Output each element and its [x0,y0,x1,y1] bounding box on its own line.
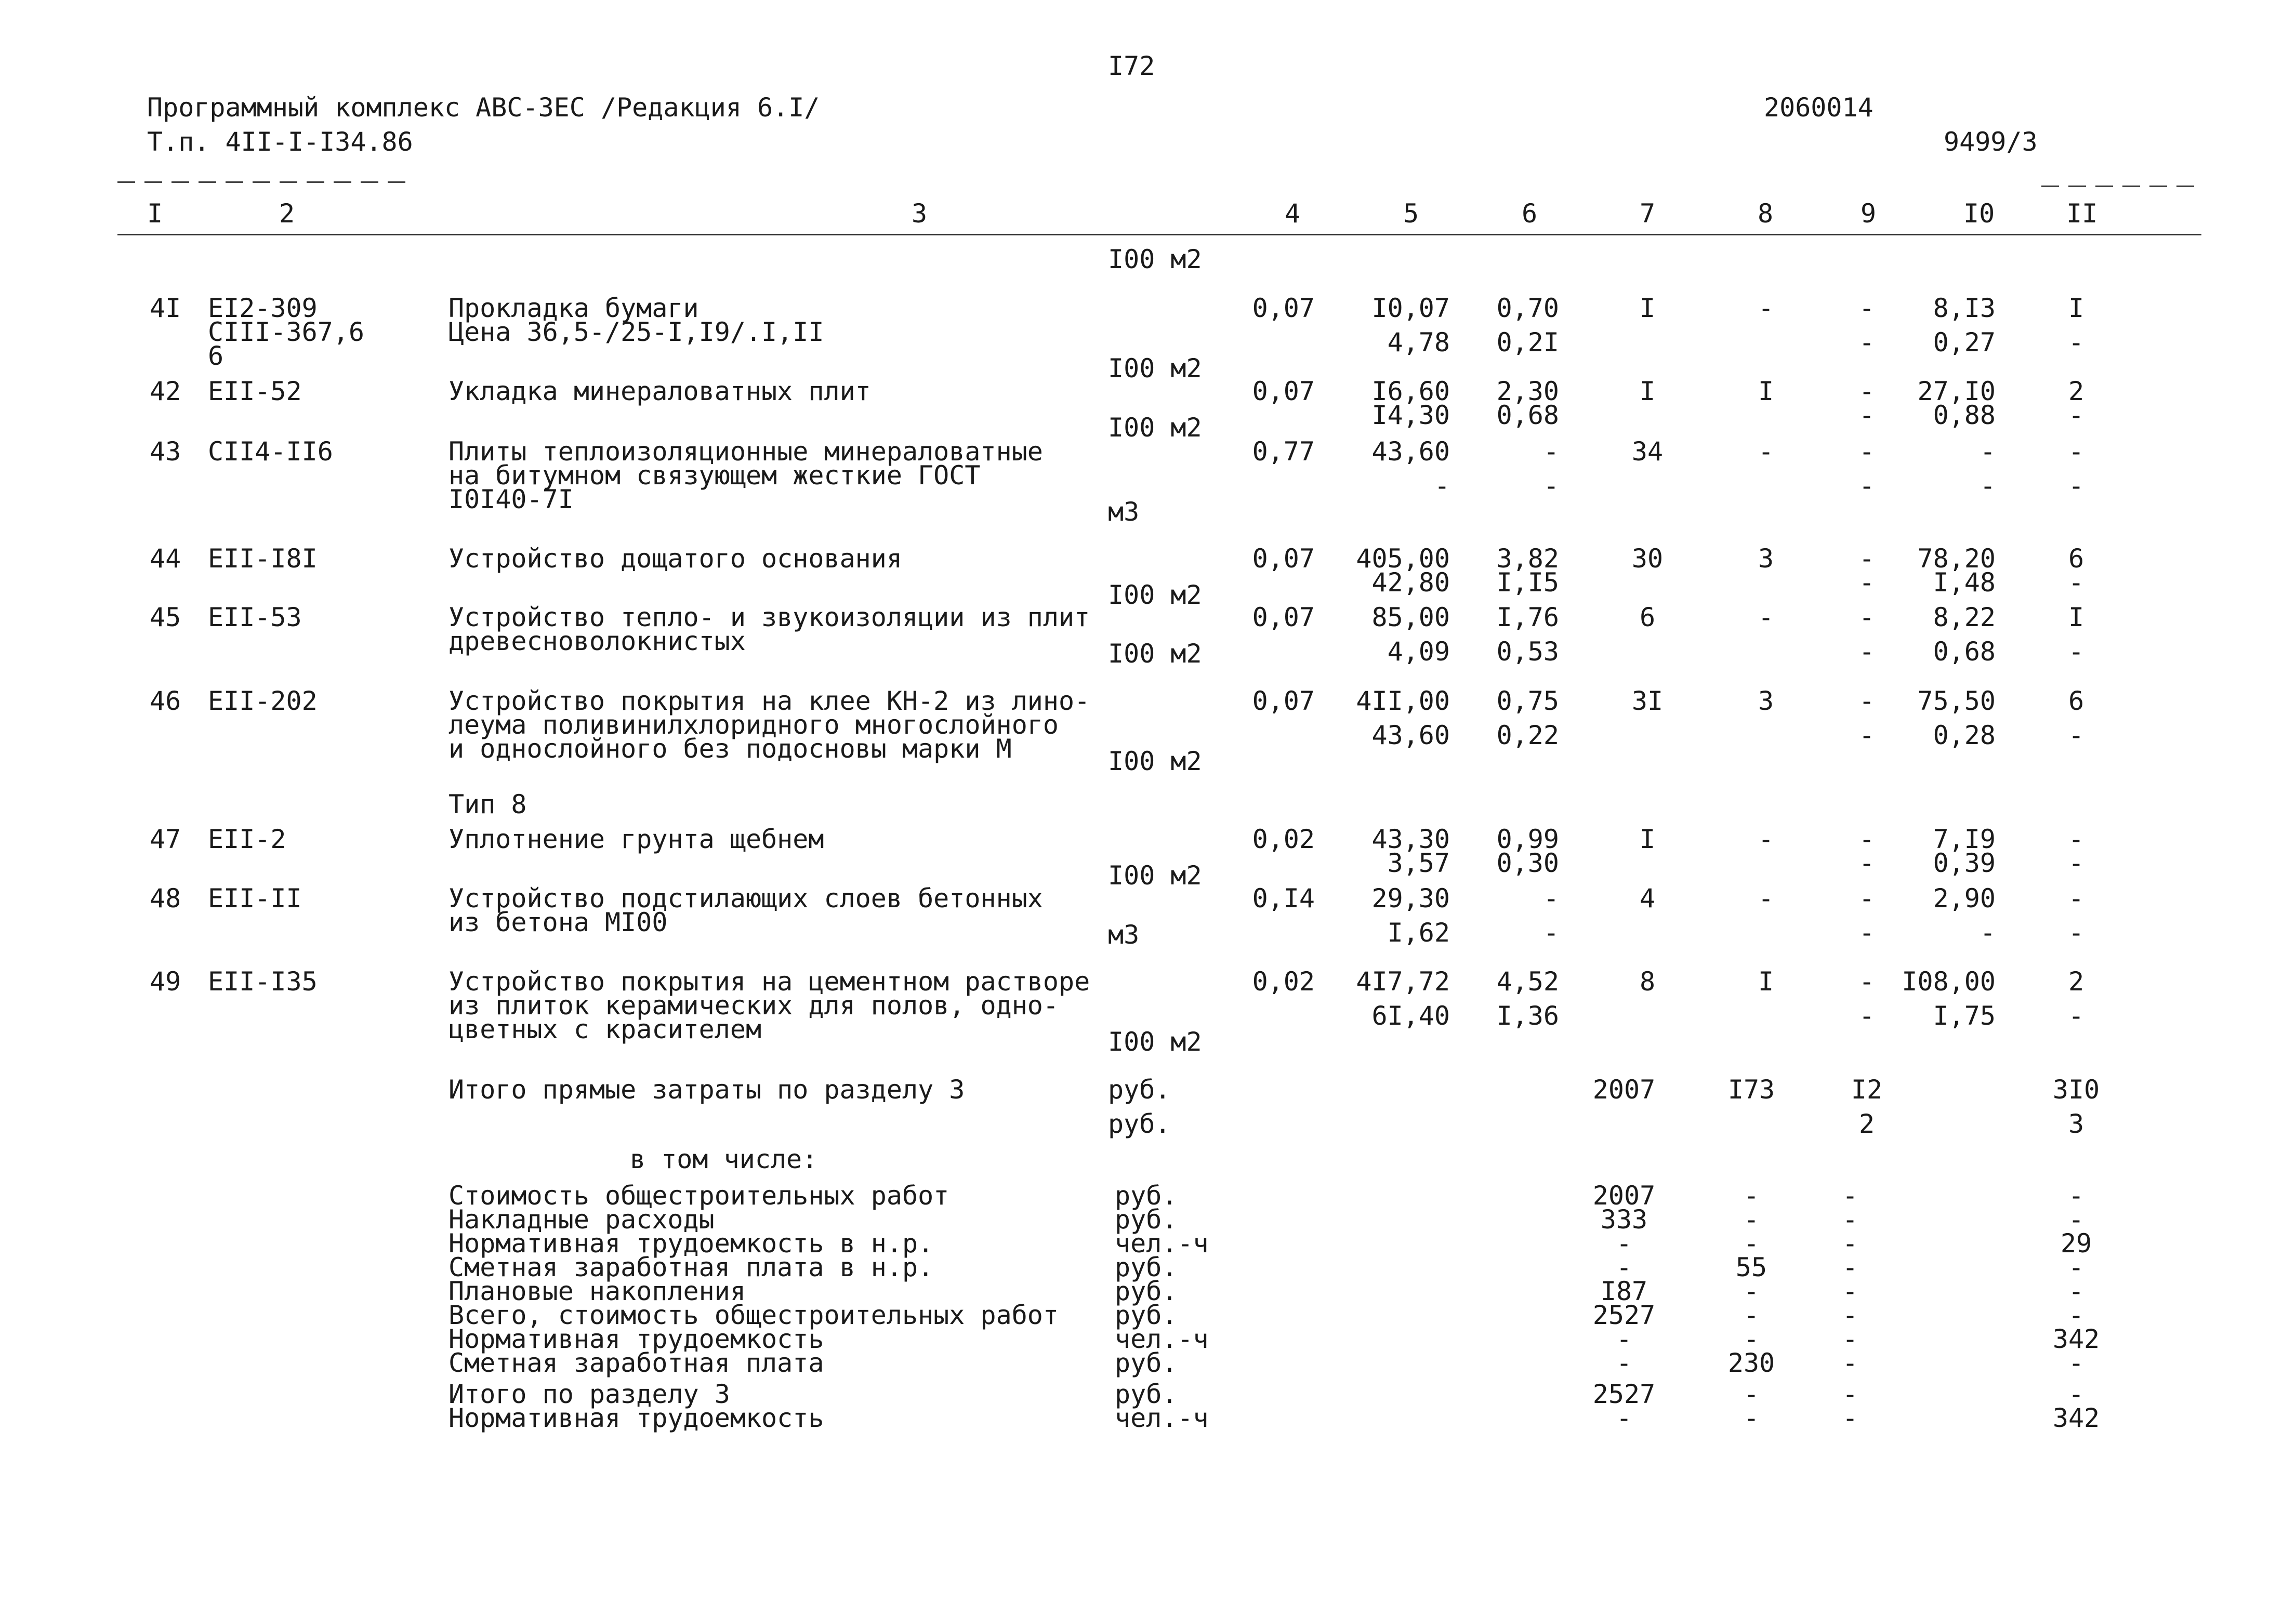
row-col5: 43,60 [1371,436,1450,467]
row-description: Устройство покрытия на цементном растворе [448,967,1090,997]
row-description: и однослойного без подосновы марки М [448,734,1012,764]
row-col5: 43,30 [1371,824,1450,854]
row-col9: - [1858,637,1875,667]
col-header-3: 3 [912,198,928,229]
summary-item-col9: - [1842,1252,1858,1282]
row-col11: 6 [2068,544,2084,574]
section-total-col9: - [1842,1379,1858,1409]
summary-item-unit: руб. [1115,1204,1178,1235]
row-col7: I [1639,824,1656,854]
row-col4: 0,77 [1252,436,1315,467]
row-number: 44 [150,544,181,574]
row-col6: - [1543,471,1559,501]
row-unit-header: I00 м2 [1108,244,1202,274]
row-description: из плиток керамических для полов, одно- [448,990,1059,1021]
direct-costs-col8: I73 [1727,1075,1775,1105]
row-col4: 0,02 [1252,967,1315,997]
row-col10: 8,I3 [1933,293,1996,323]
summary-item-label: Всего, стоимость общестроительных работ [448,1300,1059,1330]
summary-item-col8: - [1743,1276,1760,1306]
summary-item-col7: - [1616,1228,1632,1259]
row-col5: I,62 [1387,918,1450,948]
summary-item-col11: - [2068,1276,2084,1306]
row-col6: - [1543,883,1559,913]
row-number: 42 [150,376,181,406]
row-col9: - [1858,1001,1875,1031]
row-col9: - [1858,918,1875,948]
row-col10: I,48 [1933,567,1996,598]
row-col10: I08,00 [1902,967,1996,997]
row-col10: 27,I0 [1917,376,1996,406]
row-col9: - [1858,400,1875,430]
row-description: цветных с красителем [448,1014,762,1044]
row-unit: I00 м2 [1108,860,1202,891]
row-description: Устройство подстилающих слоев бетонных [448,883,1043,913]
row-number: 46 [150,686,181,716]
row-col11: - [2068,848,2084,878]
row-col10: 8,22 [1933,602,1996,632]
row-col11: I [2068,293,2084,323]
row-description: I0I40-7I [448,484,574,514]
col-header-5: 5 [1403,198,1419,229]
row-code: EII-I8I [208,544,318,574]
row-col4: 0,07 [1252,544,1315,574]
col-header-11: II [2066,198,2098,229]
summary-item-label: Накладные расходы [448,1204,715,1235]
row-col9: - [1858,824,1875,854]
summary-item-label: Сметная заработная плата в н.р. [448,1252,934,1282]
summary-item-unit: чел.-ч [1115,1324,1209,1354]
row-col4: 0,07 [1252,686,1315,716]
row-description: Укладка минераловатных плит [448,376,871,406]
row-col11: - [2068,883,2084,913]
row-col10: 0,39 [1933,848,1996,878]
row-col5: I4,30 [1371,400,1450,430]
row-col6: - [1543,436,1559,467]
summary-item-label: Плановые накопления [448,1276,746,1306]
row-col6: I,76 [1496,602,1559,632]
summary-item-col8: 55 [1735,1252,1767,1282]
row-col7: 3I [1631,686,1664,716]
document-code: 2060014 [1764,92,1873,123]
summary-item-col8: - [1743,1181,1760,1211]
section-total-col7: - [1616,1403,1632,1433]
section-total-label: Нормативная трудоемкость [448,1403,824,1433]
row-col11: I [2068,602,2084,632]
row-col8: I [1758,376,1774,406]
row-col11: - [2068,400,2084,430]
row-unit: I00 м2 [1108,580,1202,610]
summary-item-col8: - [1743,1228,1760,1259]
section-total-col8: - [1743,1379,1760,1409]
row-col10: - [1980,436,1996,467]
col-header-9: 9 [1860,198,1877,229]
section-total-label: Итого по разделу 3 [448,1379,730,1409]
row-number: 47 [150,824,181,854]
summary-item-col8: - [1743,1300,1760,1330]
summary-item-col7: 2007 [1592,1181,1656,1211]
row-col5: 4,78 [1387,327,1450,358]
col-header-4: 4 [1285,198,1301,229]
row-description: из бетона МI00 [448,907,668,937]
row-col9: - [1858,327,1875,358]
summary-item-col8: 230 [1727,1348,1775,1378]
row-description: Устройство дощатого основания [448,544,902,574]
row-col10: 0,88 [1933,400,1996,430]
row-col11: - [2068,824,2084,854]
row-col4: 0,07 [1252,293,1315,323]
summary-item-col8: - [1743,1324,1760,1354]
row-col5: 42,80 [1371,567,1450,598]
row-col6: 0,53 [1496,637,1559,667]
row-number: 45 [150,602,181,632]
row-description: Прокладка бумаги [448,293,699,323]
row-col5: I0,07 [1371,293,1450,323]
row-col9: - [1858,293,1875,323]
row-description: Уплотнение грунта щебнем [448,824,824,854]
row-unit: I00 м2 [1108,746,1202,776]
row-col11: - [2068,567,2084,598]
row-col6: I,36 [1496,1001,1559,1031]
row-col8: - [1758,824,1774,854]
summary-item-col9: - [1842,1324,1858,1354]
row-description: Устройство тепло- и звукоизоляции из плит [448,602,1090,632]
summary-item-unit: руб. [1115,1276,1178,1306]
row-unit: м3 [1108,497,1140,527]
row-col10: - [1980,471,1996,501]
row-number: 49 [150,967,181,997]
row-col4: 0,07 [1252,376,1315,406]
row-description: Устройство покрытия на клее КН-2 из лино- [448,686,1090,716]
row-description: древесноволокнистых [448,626,746,656]
row-col11: - [2068,637,2084,667]
summary-item-unit: руб. [1115,1181,1178,1211]
summary-item-label: Сметная заработная плата [448,1348,824,1378]
row-col8: 3 [1758,686,1774,716]
row-col9: - [1858,720,1875,750]
section-total-col9: - [1842,1403,1858,1433]
row-col7: 8 [1639,967,1656,997]
row-col11: - [2068,327,2084,358]
row-code: EII-53 [208,602,302,632]
row-code: CII4-II6 [208,436,333,467]
row-col10: 2,90 [1933,883,1996,913]
row-col10: 7,I9 [1933,824,1996,854]
col-header-6: 6 [1522,198,1538,229]
summary-item-col9: - [1842,1204,1858,1235]
section-total-col8: - [1743,1403,1760,1433]
row-number: 4I [150,293,181,323]
row-description: на битумном связующем жесткие ГОСТ [448,460,981,491]
summary-item-col9: - [1842,1348,1858,1378]
row-col5: 4II,00 [1356,686,1450,716]
row-col6: 0,2I [1496,327,1559,358]
summary-item-unit: руб. [1115,1300,1178,1330]
summary-item-col7: I87 [1600,1276,1648,1306]
col-header-2: 2 [279,198,295,229]
row-col8: - [1758,293,1774,323]
col-header-7: 7 [1640,198,1656,229]
row-col5: 29,30 [1371,883,1450,913]
row-col11: - [2068,436,2084,467]
row-col10: 75,50 [1917,686,1996,716]
summary-item-col11: 342 [2052,1324,2100,1354]
row-col4: 0,I4 [1252,883,1315,913]
direct-costs-col11: 3I0 [2052,1075,2100,1105]
row-code: EII-52 [208,376,302,406]
summary-item-col11: - [2068,1348,2084,1378]
row-col6: 0,30 [1496,848,1559,878]
row-unit: I00 м2 [1108,353,1202,383]
direct-costs-unit: руб. [1108,1075,1171,1105]
section-heading: Тип 8 [448,789,527,819]
row-col9: - [1858,471,1875,501]
row-col10: 0,28 [1933,720,1996,750]
row-col9: - [1858,544,1875,574]
page-number: I72 [1108,51,1155,81]
row-description: Цена 36,5-/25-I,I9/.I,II [448,317,824,347]
col-header-1: I [147,198,163,229]
section-total-col11: - [2068,1379,2084,1409]
section-total-unit: руб. [1115,1379,1178,1409]
row-col9: - [1858,883,1875,913]
row-col10: 78,20 [1917,544,1996,574]
direct-costs-col9: I2 [1851,1075,1883,1105]
row-col6: 0,70 [1496,293,1559,323]
summary-item-col9: - [1842,1276,1858,1306]
row-number: 48 [150,883,181,913]
row-col5: 4I7,72 [1356,967,1450,997]
summary-item-col11: - [2068,1204,2084,1235]
section-total-unit: чел.-ч [1115,1403,1209,1433]
row-col11: 2 [2068,376,2084,406]
summary-item-col11: - [2068,1300,2084,1330]
row-code: EII-2 [208,824,286,854]
row-col11: - [2068,1001,2084,1031]
row-col10: 0,27 [1933,327,1996,358]
row-col4: 0,07 [1252,602,1315,632]
row-col6: 4,52 [1496,967,1559,997]
row-col5: I6,60 [1371,376,1450,406]
summary-item-col7: 2527 [1592,1300,1656,1330]
row-col6: 0,75 [1496,686,1559,716]
direct-costs-col9-2: 2 [1858,1109,1875,1139]
row-col5: 43,60 [1371,720,1450,750]
row-code: EI2-309 [208,293,318,323]
summary-item-col11: 29 [2060,1228,2092,1259]
row-description: Плиты теплоизоляционные минераловатные [448,436,1043,467]
row-col10: I,75 [1933,1001,1996,1031]
row-description: леума поливинилхлоридного многослойного [448,710,1059,740]
summary-item-col7: - [1616,1324,1632,1354]
summary-item-col9: - [1842,1300,1858,1330]
row-code: EII-II [208,883,302,913]
summary-item-unit: руб. [1115,1348,1178,1378]
row-col6: I,I5 [1496,567,1559,598]
summary-item-unit: чел.-ч [1115,1228,1209,1259]
direct-costs-col7: 2007 [1592,1075,1656,1105]
summary-item-col7: - [1616,1252,1632,1282]
row-col7: I [1639,293,1656,323]
row-unit: I00 м2 [1108,413,1202,443]
row-col9: - [1858,848,1875,878]
row-col5: 85,00 [1371,602,1450,632]
summary-item-unit: руб. [1115,1252,1178,1282]
col-header-10: I0 [1963,198,1995,229]
row-col5: 405,00 [1356,544,1450,574]
row-col8: - [1758,602,1774,632]
direct-costs-label: Итого прямые затраты по разделу 3 [448,1075,965,1105]
row-col10: 0,68 [1933,637,1996,667]
summary-item-label: Нормативная трудоемкость в н.р. [448,1228,934,1259]
col-header-8: 8 [1758,198,1774,229]
row-col8: - [1758,883,1774,913]
summary-item-col9: - [1842,1228,1858,1259]
row-col7: 30 [1631,544,1664,574]
row-col6: 2,30 [1496,376,1559,406]
including-label: в том числе: [630,1144,818,1174]
row-code: EII-202 [208,686,318,716]
row-col6: 0,68 [1496,400,1559,430]
summary-item-label: Стоимость общестроительных работ [448,1181,949,1211]
summary-item-col9: - [1842,1181,1858,1211]
summary-item-col7: - [1616,1348,1632,1378]
section-total-col7: 2527 [1592,1379,1656,1409]
row-col4: 0,02 [1252,824,1315,854]
row-unit: м3 [1108,920,1140,950]
row-col11: - [2068,918,2084,948]
section-total-col11: 342 [2052,1403,2100,1433]
row-unit: I00 м2 [1108,1027,1202,1057]
row-col5: 4,09 [1387,637,1450,667]
row-col5: 6I,40 [1371,1001,1450,1031]
row-col8: I [1758,967,1774,997]
row-col7: 4 [1639,883,1656,913]
summary-item-label: Нормативная трудоемкость [448,1324,824,1354]
row-col11: - [2068,720,2084,750]
row-col6: 0,22 [1496,720,1559,750]
project-code: Т.п. 4II-I-I34.86 [147,127,413,157]
row-col6: - [1543,918,1559,948]
row-code: CIII-367,6 [208,317,365,347]
program-title: Программный комплекс АВС-3ЕС /Редакция 6.I/ [147,92,820,123]
row-col11: 2 [2068,967,2084,997]
row-col8: 3 [1758,544,1774,574]
row-col8: - [1758,436,1774,467]
row-col11: - [2068,471,2084,501]
row-col9: - [1858,967,1875,997]
row-col6: 3,82 [1496,544,1559,574]
row-col5: - [1434,471,1450,501]
row-col10: - [1980,918,1996,948]
row-col7: 34 [1631,436,1664,467]
document-number: 9499/3 [1944,127,2038,157]
row-col9: - [1858,436,1875,467]
summary-item-col11: - [2068,1181,2084,1211]
row-col9: - [1858,686,1875,716]
row-col7: I [1639,376,1656,406]
row-col9: - [1858,376,1875,406]
row-code: EII-I35 [208,967,318,997]
row-col6: 0,99 [1496,824,1559,854]
row-col9: - [1858,602,1875,632]
row-col7: 6 [1639,602,1656,632]
direct-costs-col11-2: 3 [2068,1109,2084,1139]
row-code: 6 [208,341,224,371]
row-unit: I00 м2 [1108,639,1202,669]
summary-item-col7: 333 [1600,1204,1648,1235]
summary-item-col11: - [2068,1252,2084,1282]
row-col5: 3,57 [1387,848,1450,878]
direct-costs-unit-2: руб. [1108,1109,1171,1139]
row-col11: 6 [2068,686,2084,716]
row-col9: - [1858,567,1875,598]
row-number: 43 [150,436,181,467]
summary-item-col8: - [1743,1204,1760,1235]
